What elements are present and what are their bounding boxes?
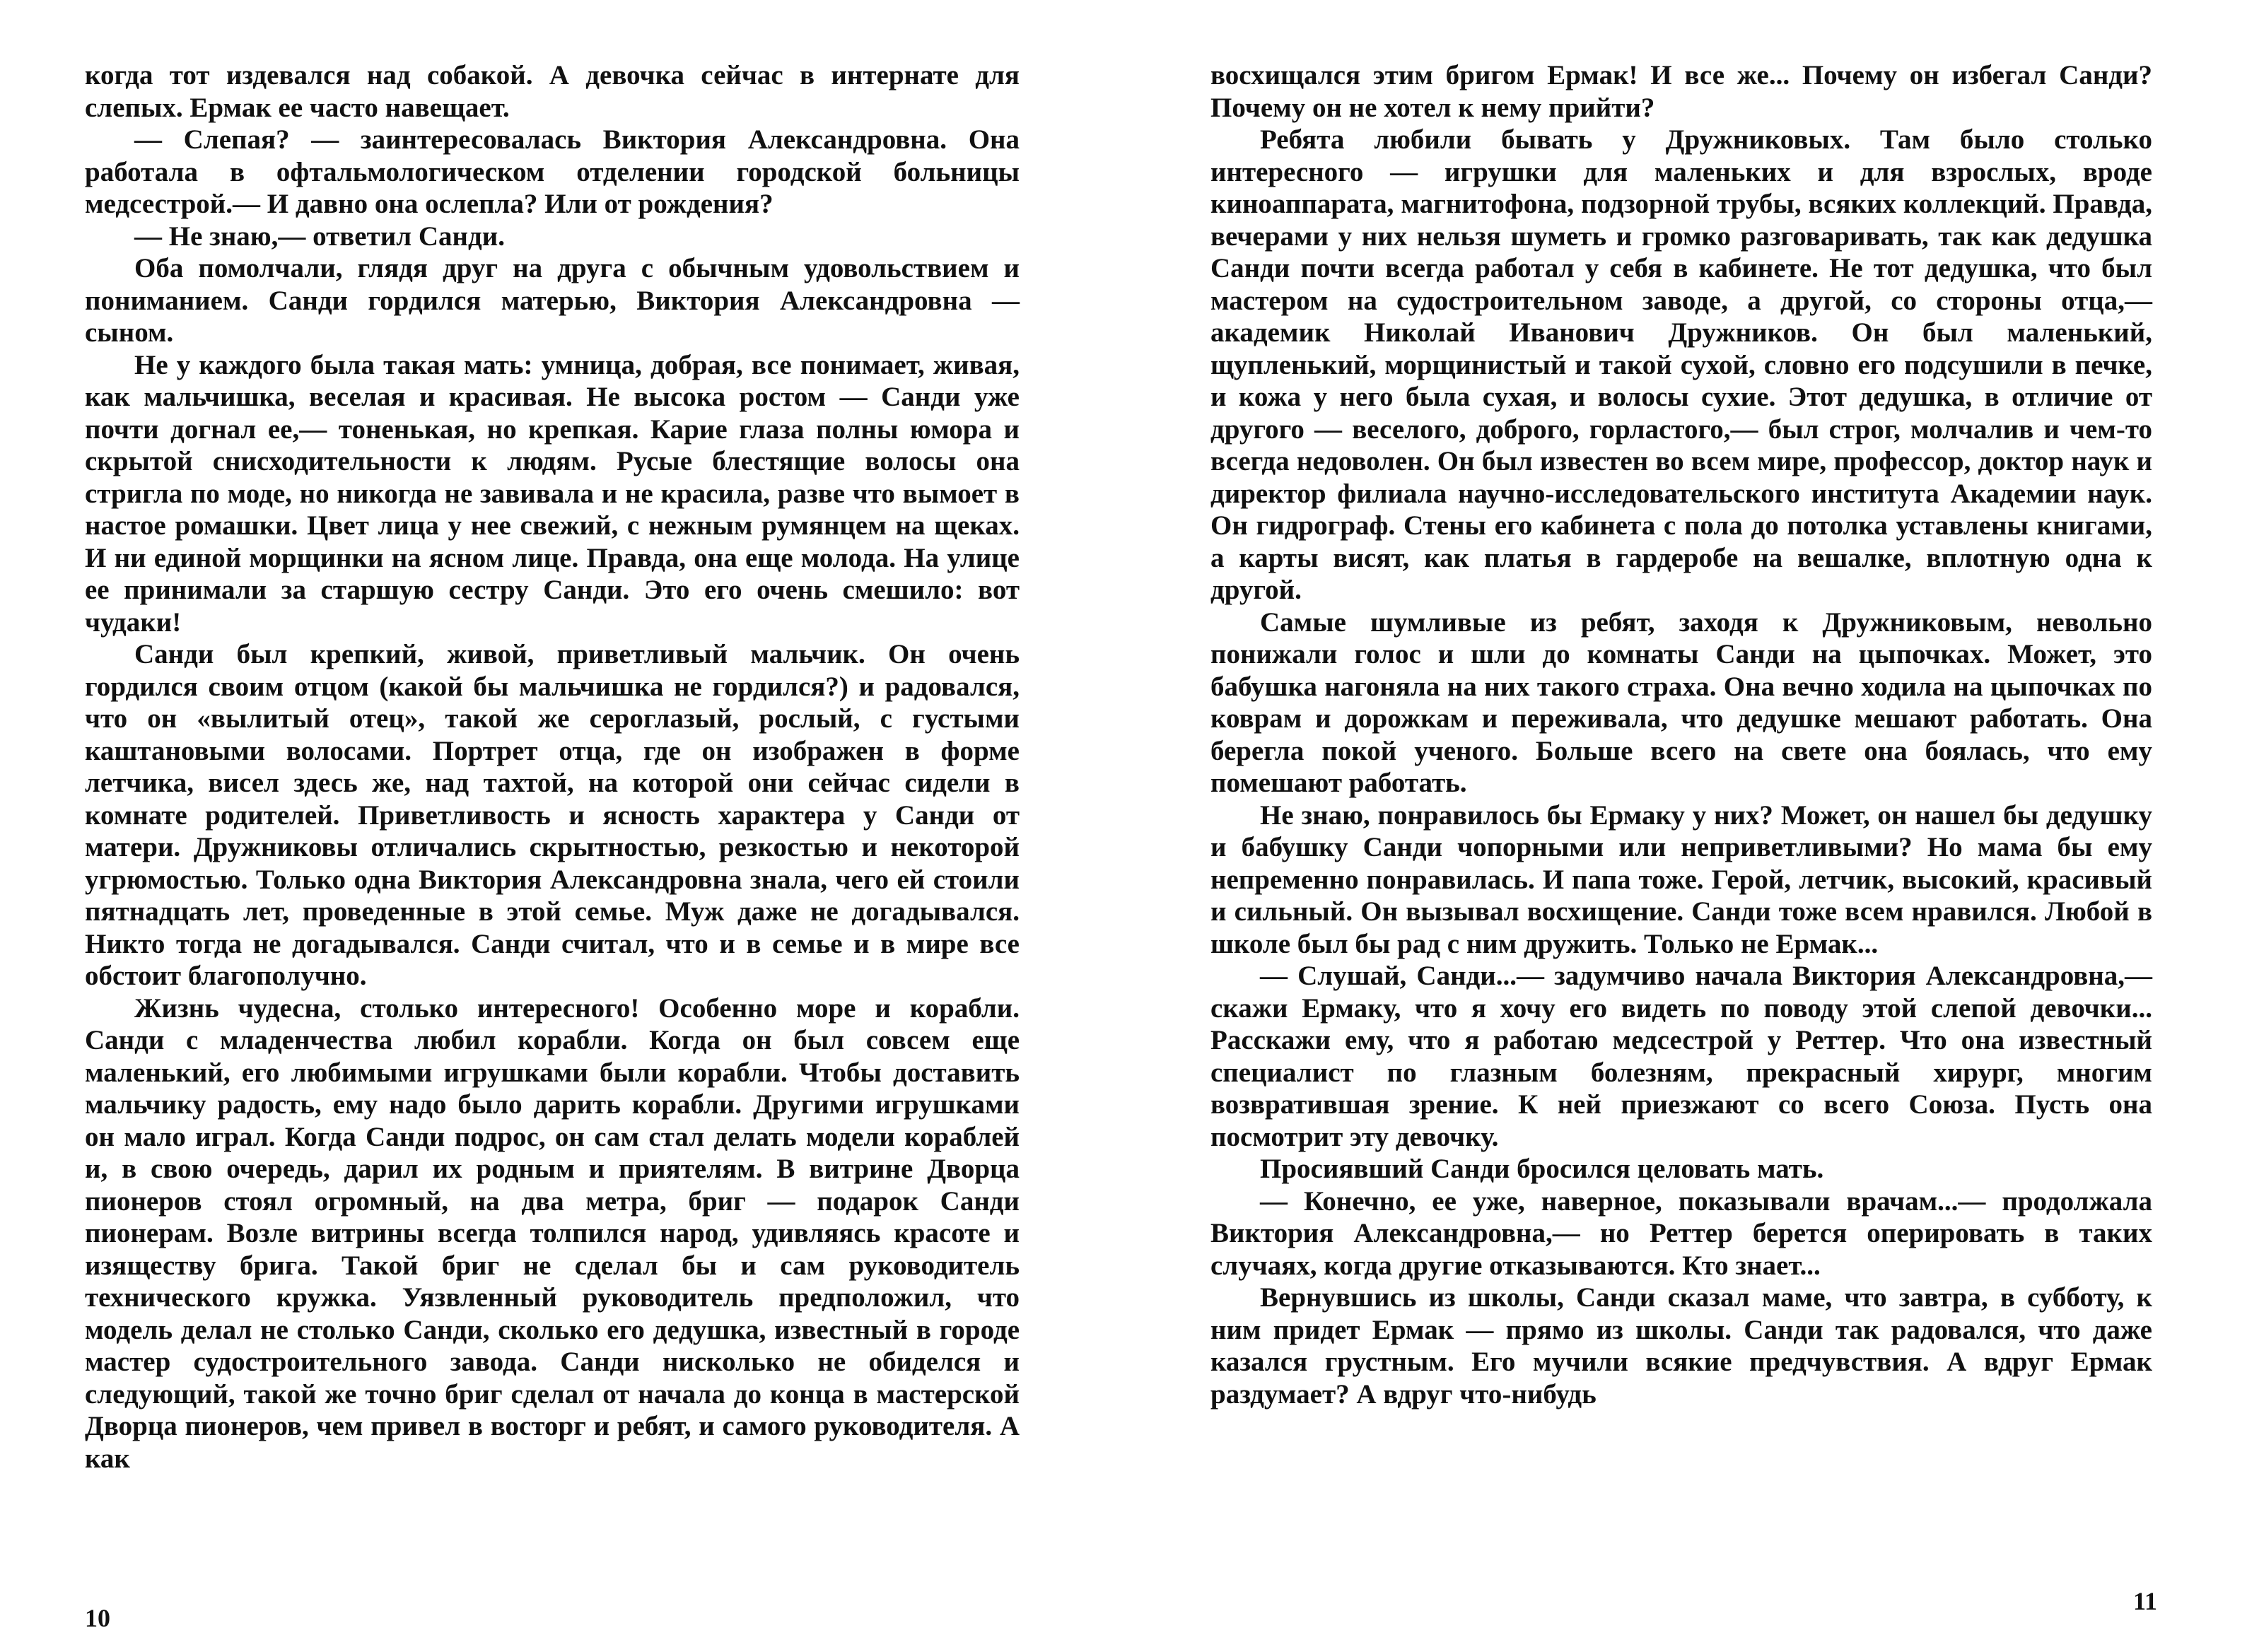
paragraph: Жизнь чудесна, столько интересного! Особенно море и корабли. Санди с младенчества любил корабли. Когда он был совсем еще маленький, его любимыми игрушками были корабли. Чтобы доставить мальчику радость, ему надо было дарить корабли. Другими игрушками он мало играл. Когда Санди подрос, он сам стал делать модели кораблей и, в свою очередь, дарил их родным и приятелям. В витрине Дворца пионеров стоял огромный, на два метра, бриг — подарок Санди пионерам. Возле витрины всегда толпился народ, удивляясь красоте и изяществу брига. Такой бриг не сделал бы и сам руководитель технического кружка. Уязвленный руководитель предположил, что модель делал не столько Санди, сколько его дедушка, известный в городе мастер судостроительного завода. Санди нисколько не обиделся и следующий, такой же точно бриг сделал от начала до конца в мастерской Дворца пионеров, чем привел в восторг и ребят, и самого руководителя. А как [85,992,1020,1474]
paragraph: восхищался этим бригом Ермак! И все же... Почему он избегал Санди? Почему он не хотел к нему прийти? [1210,60,2152,123]
paragraph: — Слепая? — заинтересовалась Виктория Александровна. Она работала в офтальмологическом отделении городской больницы медсестрой.— И давно она ослепла? Или от рождения? [85,124,1020,219]
page-number-left: 10 [85,1604,110,1632]
paragraph: Не у каждого была такая мать: умница, добрая, все понимает, живая, как мальчишка, веселая и красивая. Не высока ростом — Санди уже почти догнал ее,— тоненькая, но крепкая. Карие глаза полны юмора и скрытой снисходительности к людям. Русые блестящие волосы она стригла по моде, но никогда не завивала и не красила, разве что вымоет в настое ромашки. Цвет лица у нее свежий, с нежным румянцем на щеках. И ни единой морщинки на ясном лице. Правда, она еще молода. На улице ее принимали за старшую сестру Санди. Это его очень смешило: вот чудаки! [85,349,1020,638]
paragraph: — Слушай, Санди...— задумчиво начала Виктория Александровна,— скажи Ермаку, что я хочу его видеть по поводу этой слепой девочки... Расскажи ему, что я работаю медсестрой у Реттер. Что она известный специалист по глазным болезням, прекрасный хирург, многим возвратившая зрение. К ней приезжают со всего Союза. Пусть она посмотрит эту девочку. [1210,961,2152,1152]
right-page-text [1210,59,2152,1410]
paragraph: — Не знаю,— ответил Санди. [134,221,505,252]
paragraph: Оба помолчали, глядя друг на друга с обычным удовольствием и пониманием. Санди гордился матерью, Виктория Александровна — сыном. [85,253,1020,348]
paragraph: — Конечно, ее уже, наверное, показывали врачам...— продолжала Виктория Александровна,— но Реттер берется оперировать в таких случаях, когда другие отказываются. Кто знает... [1210,1185,2152,1281]
paragraph: Не знаю, понравилось бы Ермаку у них? Может, он нашел бы дедушку и бабушку Санди чопорными или неприветливыми? Но мама бы ему непременно понравилась. И папа тоже. Герой, летчик, высокий, красивый и сильный. Он вызывал восхищение. Санди тоже всем нравился. Любой в школе был бы рад с ним дружить. Только не Ермак... [1210,799,2152,959]
paragraph: Вернувшись из школы, Санди сказал маме, что завтра, в субботу, к ним придет Ермак — прямо из школы. Санди так радовался, что даже казался грустным. Его мучили всякие предчувствия. А вдруг Ермак раздумает? А вдруг что-нибудь [1210,1282,2152,1410]
paragraph: Просиявший Санди бросился целовать мать. [1260,1154,1824,1184]
left-page-text [85,59,1020,1475]
paragraph: Санди был крепкий, живой, приветливый мальчик. Он очень гордился своим отцом (какой бы мальчишка не гордился?) и радовался, что он «вылитый отец», такой же сероглазый, рослый, с густыми каштановыми волосами. Портрет отца, где он изображен в форме летчика, висел здесь же, над тахтой, на которой они сейчас сидели в комнате родителей. Приветливость и ясность характера у Санди от матери. Дружниковы отличались скрытностью, резкостью и некоторой угрюмостью. Только одна Виктория Александровна знала, чего ей стоили пятнадцать лет, проведенные в этой семье. Муж даже не догадывался. Никто тогда не догадывался. Санди считал, что и в семье и в мире все обстоит благополучно. [85,639,1020,991]
paragraph: Ребята любили бывать у Дружниковых. Там было столько интересного — игрушки для маленьких и для взрослых, вроде киноаппарата, магнитофона, подзорной трубы, всяких коллекций. Правда, вечерами у них нельзя шуметь и громко разговаривать, так как дедушка Санди почти всегда работал у себя в кабинете. Не тот дедушка, что был мастером на судостроительном заводе, а другой, со стороны отца,— академик Николай Иванович Дружников. Он был маленький, щупленький, морщинистый и такой сухой, словно его подсушили в печке, и кожа у него была сухая, и волосы сухие. Этот дедушка, в отличие от другого — веселого, доброго, горластого,— был строг, молчалив и чем-то всегда недоволен. Он был известен во всем мире, профессор, доктор наук и директор филиала научно-исследовательского института Академии наук. Он гидрограф. Стены его кабинета с пола до потолка уставлены книгами, а карты висят, как платья в гардеробе на вешалке, вплотную одна к другой. [1210,124,2152,605]
paragraph: Самые шумливые из ребят, заходя к Дружниковым, невольно понижали голос и шли до комнаты Санди на цыпочках. Может, это бабушка нагоняла на них такого страха. Она вечно ходила на цыпочках по коврам и дорожкам и переживала, что дедушке мешают работать. Она берегла покой ученого. Больше всего на свете она боялась, что ему помешают работать. [1210,607,2152,798]
page-number-right: 11 [2133,1587,2158,1615]
paragraph: когда тот издевался над собакой. А девочка сейчас в интернате для слепых. Ермак ее часто навещает. [85,60,1020,123]
right-page [1124,0,2247,1652]
